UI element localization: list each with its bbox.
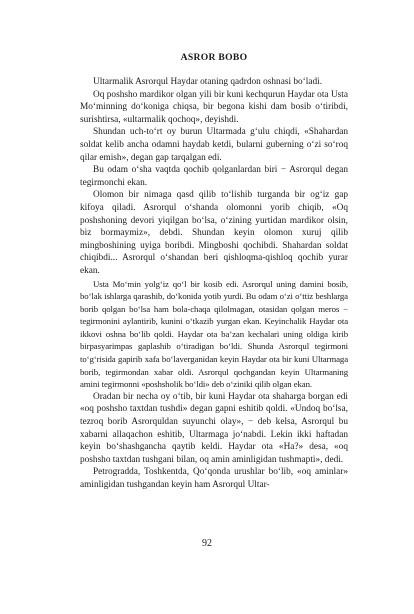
paragraph: Bu odam o‘sha vaqtda qochib qolganlardan biri − Asrorqul degan tegirmonchi ekan. (80, 165, 348, 188)
paragraph: Oradan bir necha oy o‘tib, bir kuni Haydar ota shaharga borgan edi «oq poshsho taxtdan tushdi» degan gapni eshitib qoldi. «Undoq bo‘lsa, tezroq borib Asrorquldan suyunchi olay», − deb kelsa, Asrorqul bu xabarni allaqachon eshitib, Ultarmaga jo‘nabdi. Lekin ikki haftadan keyin bo‘shashgancha qaytib keldi. Haydar ota «Ha?» desa, «oq poshsho taxtdan tushgani bilan, oq amin aminligidan tushmapti», dedi. (80, 391, 348, 465)
page-number: 92 (202, 538, 212, 549)
paragraph: Olomon bir nimaga qasd qilib to‘lishib turganda bir og‘iz gap kifoya qiladi. Asrorqul o‘shanda olomonni yorib chiqib, «Oq poshshoning devori yiqilgan bo‘lsa, o‘zining yurtidan mardikor olsin, biz bormaymiz», debdi. Shundan keyin olomon xuruj qilib mingboshining uyiga boribdi. Mingboshi qochibdi. Shahardan soldat chiqibdi... Asrorqul o‘shandan beri qishloqma-qishloq qochib yurar ekan. (80, 190, 348, 276)
paragraph: Usta Mo‘min yolg‘iz qo‘l bir kosib edi. Asrorqul uning damini bosib, bo‘lak ishlarga qarashib, do‘konida yotib yurdi. Bu odam o‘zi o‘ttiz beshlarga borib qolgan bo‘lsa ham bola-chaqa qilolmagan, otasidan qolgan meros − tegirmonini aylantirib, kunini o‘tkazib yurgan ekan. Keyinchalik Haydar ota ikkovi oshna bo‘lib qoldi. Haydar ota ba’zan kechalari uning oldiga kirib birpasyarimpas gaplashib o‘tiradigan bo‘ldi. Shunda Asrorqul tegirmoni to‘g‘risida gapirib xafa bo‘laverganidan keyin Haydar ota bir kuni Ultarmaga borib, tegirmondan xabar oldi. Asrorqul qochgandan keyin Ultarmaning amini tegirmonni «poshsholik bo‘ldi» deb o‘ziniki qilib olgan ekan. (80, 278, 348, 390)
chapter-title: ASROR BOBO (180, 52, 248, 63)
paragraph: Shundan uch-to‘rt oy burun Ultarmada g‘ulu chiqdi, «Shahardan soldat kelib ancha odamni haydab ketdi, bularni guberning o‘zi so‘roq qilar emish», degan gap tarqalgan edi. (80, 127, 348, 163)
document-page (80, 52, 348, 492)
paragraph: Oq poshsho mardikor olgan yili bir kuni kechqurun Haydar ota Usta Mo‘minning do‘koniga chiqsa, bir begona kishi dam bosib o‘tiribdi, surishtirsa, «ultarmalik qochoq», deyishdi. (80, 89, 348, 125)
paragraph: Petrogradda, Toshkentda, Qo‘qonda urushlar bo‘lib, «oq aminlar» aminligidan tushgandan keyin ham Asrorqul Ultar- (80, 467, 348, 490)
paragraph: Ultarmalik Asrorqul Haydar otaning qadrdon oshnasi bo‘ladi. (93, 77, 323, 87)
